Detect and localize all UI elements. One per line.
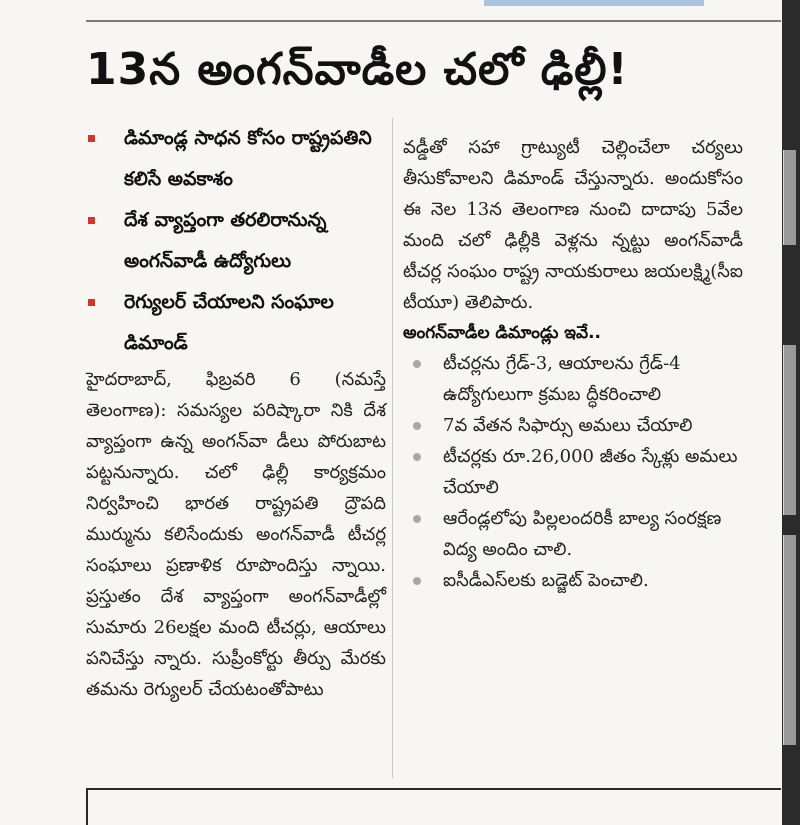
- adjacent-page-edge: [782, 0, 800, 825]
- demand-item: [403, 503, 743, 565]
- column-divider: [392, 118, 393, 778]
- headline: 13న అంగన్‌వాడీల చలో ఢిల్లీ!: [86, 44, 629, 95]
- adjacent-photo-strip: [783, 345, 796, 515]
- red-square-bullet-icon: [88, 217, 95, 224]
- demand-text: టీచర్లను గ్రేడ్-3, ఆయాలను గ్రేడ్-4 ఉద్యోగులుగా క్రమబ ద్ధీకరించాలి: [443, 353, 681, 405]
- adjacent-photo-strip: [783, 150, 796, 245]
- highlight-text: డిమాండ్ల సాధన కోసం రాష్ట్రపతిని కలిసే అవకాశం: [124, 127, 372, 190]
- red-square-bullet-icon: [88, 299, 95, 306]
- grey-dot-bullet-icon: [413, 453, 421, 461]
- highlight-text: దేశ వ్యాప్తంగా తరలిరానున్న అంగన్‌వాడీ ఉద్యోగులు: [124, 209, 327, 272]
- top-color-strip: [484, 0, 704, 6]
- demand-item: [403, 441, 743, 503]
- grey-dot-bullet-icon: [413, 422, 421, 430]
- grey-dot-bullet-icon: [413, 577, 421, 585]
- grey-dot-bullet-icon: [413, 515, 421, 523]
- demand-text: ఆరేండ్లలోపు పిల్లలందరికీ బాల్య సంరక్షణ విద్య అందిం చాలి.: [443, 508, 722, 560]
- right-column: [403, 132, 743, 596]
- highlight-item: [86, 282, 386, 364]
- demand-item: [403, 348, 743, 410]
- demand-text: 7వ వేతన సిఫార్సు అమలు చేయాలి: [443, 415, 693, 436]
- article-body-left: హైదరాబాద్, ఫిబ్రవరి 6 (నమస్తే తెలంగాణ): సమస్యల పరిష్కారా నికి దేశ వ్యాప్తంగా ఉన్న అంగన్‌వా డీలు పోరుబాట పట్టనున్నారు. చలో ఢిల్లీ కార్యక్రమం నిర్వహించి భారత రాష్ట్రపతి ద్రౌపది ముర్మును కలిసేందుకు అంగన్‌వాడీ టీచర్ల సంఘాలు ప్రణాళిక రూపొందిస్తు న్నాయి. ప్రస్తుతం దేశ వ్యాప్తంగా అంగన్‌వాడీల్లో సుమారు 26లక్షల మంది టీచర్లు, ఆయాలు పనిచేస్తు న్నారు. సుప్రీంకోర్టు తీర్పు మేరకు తమను రెగ్యులర్ చేయటంతోపాటు: [86, 369, 386, 700]
- bottom-rule: [86, 788, 781, 790]
- adjacent-photo-strip: [783, 535, 796, 745]
- demand-item: [403, 565, 743, 596]
- grey-dot-bullet-icon: [413, 360, 421, 368]
- demands-heading: అంగన్‌వాడీల డిమాండ్లు ఇవే..: [403, 323, 601, 343]
- left-column: [86, 118, 386, 705]
- highlight-text: రెగ్యులర్ చేయాలని సంఘాల డిమాండ్: [124, 291, 334, 354]
- demand-item: [403, 410, 743, 441]
- article-body-right: వడ్డీతో సహా గ్రాట్యుటీ చెల్లించేలా చర్యలు తీసుకోవాలని డిమాండ్ చేస్తున్నారు. అందుకోసం ఈ నెల 13న తెలంగాణ నుంచి దాదాపు 5వేల మంది చలో ఢిల్లీకి వెళ్లను న్నట్టు అంగన్‌వాడీ టీచర్ల సంఘం రాష్ట్ర నాయకురాలు జయలక్ష్మి(సీఐ టీయూ) తెలిపారు.: [403, 137, 743, 313]
- demands-list: [403, 348, 743, 596]
- highlight-item: [86, 118, 386, 200]
- top-rule: [86, 20, 781, 22]
- highlights-list: [86, 118, 386, 364]
- demand-text: టీచర్లకు రూ.26,000 జీతం స్కేళ్లు అమలు చేయాలి: [443, 446, 738, 498]
- demand-text: ఐసీడీఎస్‌లకు బడ్జెట్ పెంచాలి.: [443, 570, 649, 591]
- red-square-bullet-icon: [88, 135, 95, 142]
- bottom-box-edge: [86, 790, 88, 825]
- highlight-item: [86, 200, 386, 282]
